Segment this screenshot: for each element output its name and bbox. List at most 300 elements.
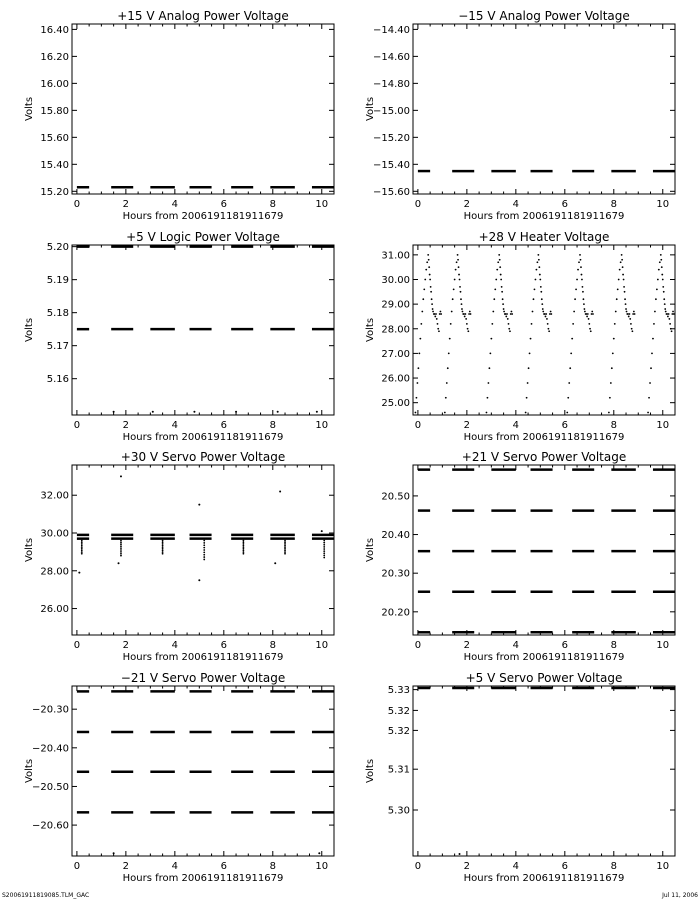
data-point-heater <box>616 298 618 300</box>
x-axis-label: Hours from 2006191181911679 <box>463 211 625 222</box>
data-point-heater <box>664 303 666 305</box>
data-point-heater <box>422 298 424 300</box>
data-point-heater <box>466 323 468 325</box>
data-point-heater <box>667 316 669 318</box>
data-point-heater <box>470 313 472 315</box>
data-point-drops <box>203 559 205 561</box>
data-point-heater <box>532 311 534 313</box>
data-point-heater <box>493 298 495 300</box>
data-point-drops <box>203 540 205 542</box>
y-tick-label: 5.16 <box>46 374 69 386</box>
y-tick-label: −15.60 <box>372 186 410 198</box>
data-point-heater <box>450 323 452 325</box>
data-point-drops <box>162 543 164 545</box>
data-point-heater <box>492 311 494 313</box>
data-point-heater <box>622 266 624 268</box>
data-point-heater <box>655 298 657 300</box>
data-point-drops <box>162 545 164 547</box>
x-tick-label: 0 <box>73 640 81 651</box>
y-tick-label: −15.40 <box>372 159 410 171</box>
data-point-heater <box>570 353 572 355</box>
data-point-heater <box>508 323 510 325</box>
data-point-heater <box>501 286 503 288</box>
x-tick-label: 2 <box>463 861 471 872</box>
data-point-heater <box>617 288 619 290</box>
data-point-heater <box>567 397 569 399</box>
data-point-heater <box>550 311 552 313</box>
chart-panel-1 <box>24 9 334 222</box>
data-point-heater <box>647 412 649 414</box>
x-tick-label: 4 <box>171 861 179 872</box>
data-point-heater <box>625 308 627 310</box>
x-tick-label: 0 <box>73 420 81 431</box>
y-axis-label: Volts <box>24 537 35 563</box>
data-point-heater <box>453 288 455 290</box>
y-axis-label: Volts <box>24 758 35 784</box>
y-tick-label: 25.00 <box>381 398 410 410</box>
data-point-heater <box>469 311 471 313</box>
chart-title: +5 V Servo Power Voltage <box>465 671 623 685</box>
data-point-heater <box>584 311 586 313</box>
data-point-drops <box>203 544 205 546</box>
data-point-heater <box>423 288 425 290</box>
data-point-drops <box>120 547 122 549</box>
data-point-heater <box>467 328 469 330</box>
data-point-heater <box>424 279 426 281</box>
data-point-heater <box>432 311 434 313</box>
y-tick-label: −15.20 <box>372 132 410 144</box>
data-layer <box>418 688 675 855</box>
x-axis-label: Hours from 2006191181911679 <box>122 873 284 884</box>
x-axis-label: Hours from 2006191181911679 <box>463 873 625 884</box>
data-point-heater <box>634 313 636 315</box>
data-point-heater <box>505 316 507 318</box>
data-point-heater <box>626 311 628 313</box>
x-tick-label: 8 <box>610 640 617 651</box>
data-point-heater <box>503 308 505 310</box>
data-point-heater <box>539 279 541 281</box>
data-point-heater <box>584 308 586 310</box>
chart-title: +21 V Servo Power Voltage <box>461 450 627 464</box>
y-tick-label: 30.00 <box>381 274 410 286</box>
chart-panel-7 <box>24 671 334 884</box>
chart-title: +30 V Servo Power Voltage <box>120 450 286 464</box>
data-point-heater <box>465 313 467 315</box>
data-point-heater <box>494 288 496 290</box>
data-point-heater <box>464 316 466 318</box>
data-point-heater <box>620 261 622 263</box>
data-point-heater <box>430 286 432 288</box>
data-point-heater <box>488 382 490 384</box>
data-point-heater <box>489 353 491 355</box>
data-point-heater <box>417 367 419 369</box>
plot-frame <box>72 465 334 635</box>
data-point-heater <box>614 323 616 325</box>
data-point-drops <box>243 540 245 542</box>
y-tick-label: 20.50 <box>381 491 410 503</box>
data-point-heater <box>427 254 429 256</box>
x-tick-label: 10 <box>315 640 329 651</box>
data-point-heater <box>447 367 449 369</box>
data-point-heater <box>499 266 501 268</box>
data-point-drops <box>120 542 122 544</box>
chart-panel-6 <box>365 450 675 663</box>
x-tick-label: 6 <box>561 420 569 431</box>
y-axis-label: Volts <box>365 96 376 122</box>
data-point-outliers <box>235 411 237 413</box>
data-point-heater <box>663 291 665 293</box>
data-point-heater <box>609 397 611 399</box>
data-layer <box>77 247 334 413</box>
x-tick-label: 2 <box>122 640 130 651</box>
data-point-heater <box>582 286 584 288</box>
data-point-heater <box>652 338 654 340</box>
data-point-heater <box>624 291 626 293</box>
data-point-heater <box>428 266 430 268</box>
data-point-drops <box>323 548 325 550</box>
data-point-heater <box>615 311 617 313</box>
data-point-drops <box>284 550 286 552</box>
x-tick-label: 2 <box>463 420 471 431</box>
data-point-heater <box>573 311 575 313</box>
data-point-drops <box>81 543 83 545</box>
data-point-heater <box>488 367 490 369</box>
data-point-drops <box>81 548 83 550</box>
data-point-outliers <box>279 490 281 492</box>
data-point-heater <box>633 311 635 313</box>
data-point-heater <box>588 318 590 320</box>
data-point-heater <box>580 266 582 268</box>
data-point-heater <box>545 313 547 315</box>
data-point-drops <box>81 540 83 542</box>
data-point-heater <box>581 274 583 276</box>
data-point-heater <box>662 279 664 281</box>
x-tick-label: 4 <box>512 861 520 872</box>
chart-title: −15 V Analog Power Voltage <box>458 9 630 23</box>
data-point-heater <box>535 279 537 281</box>
data-point-drops <box>162 551 164 553</box>
data-point-heater <box>583 303 585 305</box>
x-tick-label: 2 <box>463 199 471 210</box>
footer-date: Jul 11, 2006 <box>662 892 698 899</box>
y-tick-label: 28.00 <box>40 566 69 578</box>
data-point-heater <box>540 286 542 288</box>
x-tick-label: 2 <box>463 640 471 651</box>
data-point-heater <box>417 382 419 384</box>
data-point-heater <box>500 279 502 281</box>
data-point-heater <box>581 279 583 281</box>
data-point-drops <box>81 545 83 547</box>
data-point-drops <box>323 542 325 544</box>
data-point-heater <box>658 269 660 271</box>
data-point-drops <box>120 555 122 557</box>
data-point-heater <box>661 274 663 276</box>
x-axis-label: Hours from 2006191181911679 <box>122 432 284 443</box>
data-point-heater <box>538 259 540 261</box>
y-tick-label: 5.33 <box>387 685 410 697</box>
x-tick-label: 0 <box>73 199 81 210</box>
y-tick-label: 5.20 <box>46 242 69 254</box>
data-point-outliers <box>120 475 122 477</box>
data-point-heater <box>548 328 550 330</box>
y-tick-label: 20.40 <box>381 530 410 542</box>
data-point-heater <box>668 318 670 320</box>
data-point-heater <box>669 323 671 325</box>
y-axis-label: Volts <box>24 317 35 343</box>
data-point-outliers <box>198 579 200 581</box>
data-point-heater <box>534 288 536 290</box>
data-point-heater <box>545 316 547 318</box>
data-point-heater <box>537 254 539 256</box>
y-tick-label: −20.50 <box>31 781 69 793</box>
y-tick-label: 26.00 <box>381 373 410 385</box>
x-axis-label: Hours from 2006191181911679 <box>463 432 625 443</box>
y-tick-label: −20.40 <box>31 743 69 755</box>
data-point-heater <box>467 330 469 332</box>
data-point-drops <box>203 547 205 549</box>
y-tick-label: −15.00 <box>372 105 410 117</box>
data-point-heater <box>498 254 500 256</box>
data-point-drops <box>162 553 164 555</box>
chart-panel-4 <box>365 230 675 443</box>
data-point-heater <box>550 313 552 315</box>
data-point-heater <box>623 286 625 288</box>
data-point-heater <box>502 298 504 300</box>
data-point-heater <box>506 313 508 315</box>
x-tick-label: 8 <box>269 420 276 431</box>
data-point-heater <box>648 397 650 399</box>
data-point-drops <box>284 540 286 542</box>
data-point-heater <box>671 330 673 332</box>
data-point-drops <box>81 550 83 552</box>
data-point-drops <box>81 551 83 553</box>
data-point-drops <box>284 545 286 547</box>
data-point-outliers <box>78 572 80 574</box>
chart-title: +15 V Analog Power Voltage <box>117 9 289 23</box>
x-tick-label: 8 <box>610 861 617 872</box>
data-point-drops <box>243 541 245 543</box>
y-tick-label: 28.00 <box>381 324 410 336</box>
y-tick-label: −20.60 <box>31 820 69 832</box>
y-tick-label: 20.20 <box>381 607 410 619</box>
chart-title: +5 V Logic Power Voltage <box>126 230 280 244</box>
data-point-heater <box>502 303 504 305</box>
data-point-drops <box>243 543 245 545</box>
data-point-outliers <box>113 411 115 413</box>
data-point-heater <box>430 291 432 293</box>
data-point-heater <box>569 367 571 369</box>
data-point-heater <box>577 269 579 271</box>
data-point-heater <box>449 338 451 340</box>
data-point-drops <box>203 549 205 551</box>
data-layer <box>77 475 334 581</box>
data-point-heater <box>497 261 499 263</box>
data-point-heater <box>619 269 621 271</box>
data-point-heater <box>591 311 593 313</box>
x-tick-label: 4 <box>171 199 179 210</box>
y-tick-label: −14.40 <box>372 24 410 36</box>
data-point-heater <box>501 291 503 293</box>
data-point-drops <box>162 546 164 548</box>
data-point-heater <box>612 353 614 355</box>
chart-title: −21 V Servo Power Voltage <box>120 671 286 685</box>
data-point-drops <box>284 543 286 545</box>
data-point-heater <box>608 412 610 414</box>
data-layer <box>77 691 334 854</box>
chart-panel-2 <box>365 9 675 222</box>
data-point-heater <box>566 412 568 414</box>
x-tick-label: 8 <box>269 861 276 872</box>
data-point-outliers <box>198 504 200 506</box>
data-point-heater <box>428 259 430 261</box>
data-point-heater <box>541 303 543 305</box>
x-tick-label: 6 <box>561 199 569 210</box>
y-tick-label: 26.00 <box>40 604 69 616</box>
data-point-drops <box>323 546 325 548</box>
data-point-drops <box>323 544 325 546</box>
data-point-heater <box>542 311 544 313</box>
x-axis-label: Hours from 2006191181911679 <box>122 211 284 222</box>
data-point-heater <box>415 412 417 414</box>
data-point-drops <box>120 543 122 545</box>
data-point-outliers <box>459 853 461 855</box>
data-point-drops <box>323 550 325 552</box>
data-point-drops <box>81 553 83 555</box>
data-point-heater <box>507 318 509 320</box>
data-point-heater <box>657 279 659 281</box>
data-point-heater <box>610 382 612 384</box>
x-tick-label: 2 <box>122 861 130 872</box>
data-point-heater <box>590 330 592 332</box>
data-point-heater <box>457 259 459 261</box>
data-point-heater <box>425 269 427 271</box>
data-point-heater <box>446 382 448 384</box>
footer-filename: S20061911819085.TLM_GAC <box>2 892 90 899</box>
y-tick-label: 30.00 <box>40 528 69 540</box>
data-point-outliers <box>277 411 279 413</box>
data-point-heater <box>613 338 615 340</box>
x-tick-label: 4 <box>512 420 520 431</box>
chart-title: +28 V Heater Voltage <box>478 230 610 244</box>
data-point-heater <box>618 279 620 281</box>
data-point-outliers <box>316 411 318 413</box>
x-tick-label: 10 <box>315 199 329 210</box>
data-point-heater <box>531 323 533 325</box>
data-point-drops <box>162 540 164 542</box>
data-point-heater <box>542 308 544 310</box>
data-point-heater <box>440 313 442 315</box>
data-point-heater <box>429 274 431 276</box>
chart-panel-5 <box>24 450 334 663</box>
data-point-heater <box>623 279 625 281</box>
data-point-heater <box>500 274 502 276</box>
y-tick-label: 5.18 <box>46 308 69 320</box>
data-point-drops <box>81 546 83 548</box>
data-point-drops <box>243 551 245 553</box>
data-point-heater <box>630 323 632 325</box>
data-point-heater <box>416 397 418 399</box>
data-point-drops <box>284 551 286 553</box>
data-layer <box>415 254 675 413</box>
data-point-drops <box>284 546 286 548</box>
x-tick-label: 10 <box>656 640 670 651</box>
data-point-outliers <box>118 562 120 564</box>
data-point-heater <box>576 279 578 281</box>
data-point-heater <box>621 259 623 261</box>
data-point-heater <box>568 382 570 384</box>
data-point-heater <box>631 330 633 332</box>
data-point-heater <box>589 328 591 330</box>
data-point-heater <box>546 318 548 320</box>
y-axis-label: Volts <box>365 758 376 784</box>
data-point-outliers <box>318 852 320 854</box>
data-point-heater <box>651 353 653 355</box>
data-point-heater <box>455 269 457 271</box>
data-point-heater <box>527 382 529 384</box>
data-point-heater <box>461 308 463 310</box>
x-tick-label: 2 <box>122 199 130 210</box>
data-point-heater <box>583 298 585 300</box>
x-tick-label: 8 <box>610 199 617 210</box>
data-point-heater <box>575 288 577 290</box>
data-point-heater <box>420 323 422 325</box>
x-tick-label: 0 <box>414 420 422 431</box>
x-tick-label: 2 <box>122 420 130 431</box>
y-tick-label: 27.00 <box>381 348 410 360</box>
data-point-heater <box>572 323 574 325</box>
data-point-heater <box>511 313 513 315</box>
y-tick-label: 16.40 <box>40 24 69 36</box>
data-point-heater <box>663 298 665 300</box>
x-tick-label: 6 <box>561 861 569 872</box>
x-tick-label: 6 <box>561 640 569 651</box>
x-tick-label: 8 <box>610 420 617 431</box>
y-tick-label: 32.00 <box>40 490 69 502</box>
x-tick-label: 6 <box>220 199 228 210</box>
data-point-heater <box>631 328 633 330</box>
y-tick-label: 29.00 <box>381 299 410 311</box>
data-point-heater <box>540 291 542 293</box>
data-point-heater <box>440 311 442 313</box>
data-point-heater <box>592 313 594 315</box>
x-tick-label: 4 <box>512 640 520 651</box>
y-tick-label: −20.30 <box>31 704 69 716</box>
data-point-heater <box>629 318 631 320</box>
data-point-heater <box>496 269 498 271</box>
x-tick-label: 0 <box>414 640 422 651</box>
data-point-heater <box>438 330 440 332</box>
data-point-heater <box>588 323 590 325</box>
data-point-heater <box>444 412 446 414</box>
data-point-heater <box>426 261 428 263</box>
data-point-heater <box>629 313 631 315</box>
data-point-heater <box>611 367 613 369</box>
data-point-heater <box>661 266 663 268</box>
data-point-drops <box>203 554 205 556</box>
data-point-heater <box>445 397 447 399</box>
data-point-heater <box>628 316 630 318</box>
data-point-heater <box>435 313 437 315</box>
data-point-heater <box>419 338 421 340</box>
x-tick-label: 4 <box>171 420 179 431</box>
data-point-heater <box>458 266 460 268</box>
data-point-heater <box>530 338 532 340</box>
x-tick-label: 4 <box>171 640 179 651</box>
data-point-heater <box>665 311 667 313</box>
data-layer <box>418 470 675 633</box>
x-tick-label: 8 <box>269 640 276 651</box>
x-tick-label: 10 <box>656 861 670 872</box>
